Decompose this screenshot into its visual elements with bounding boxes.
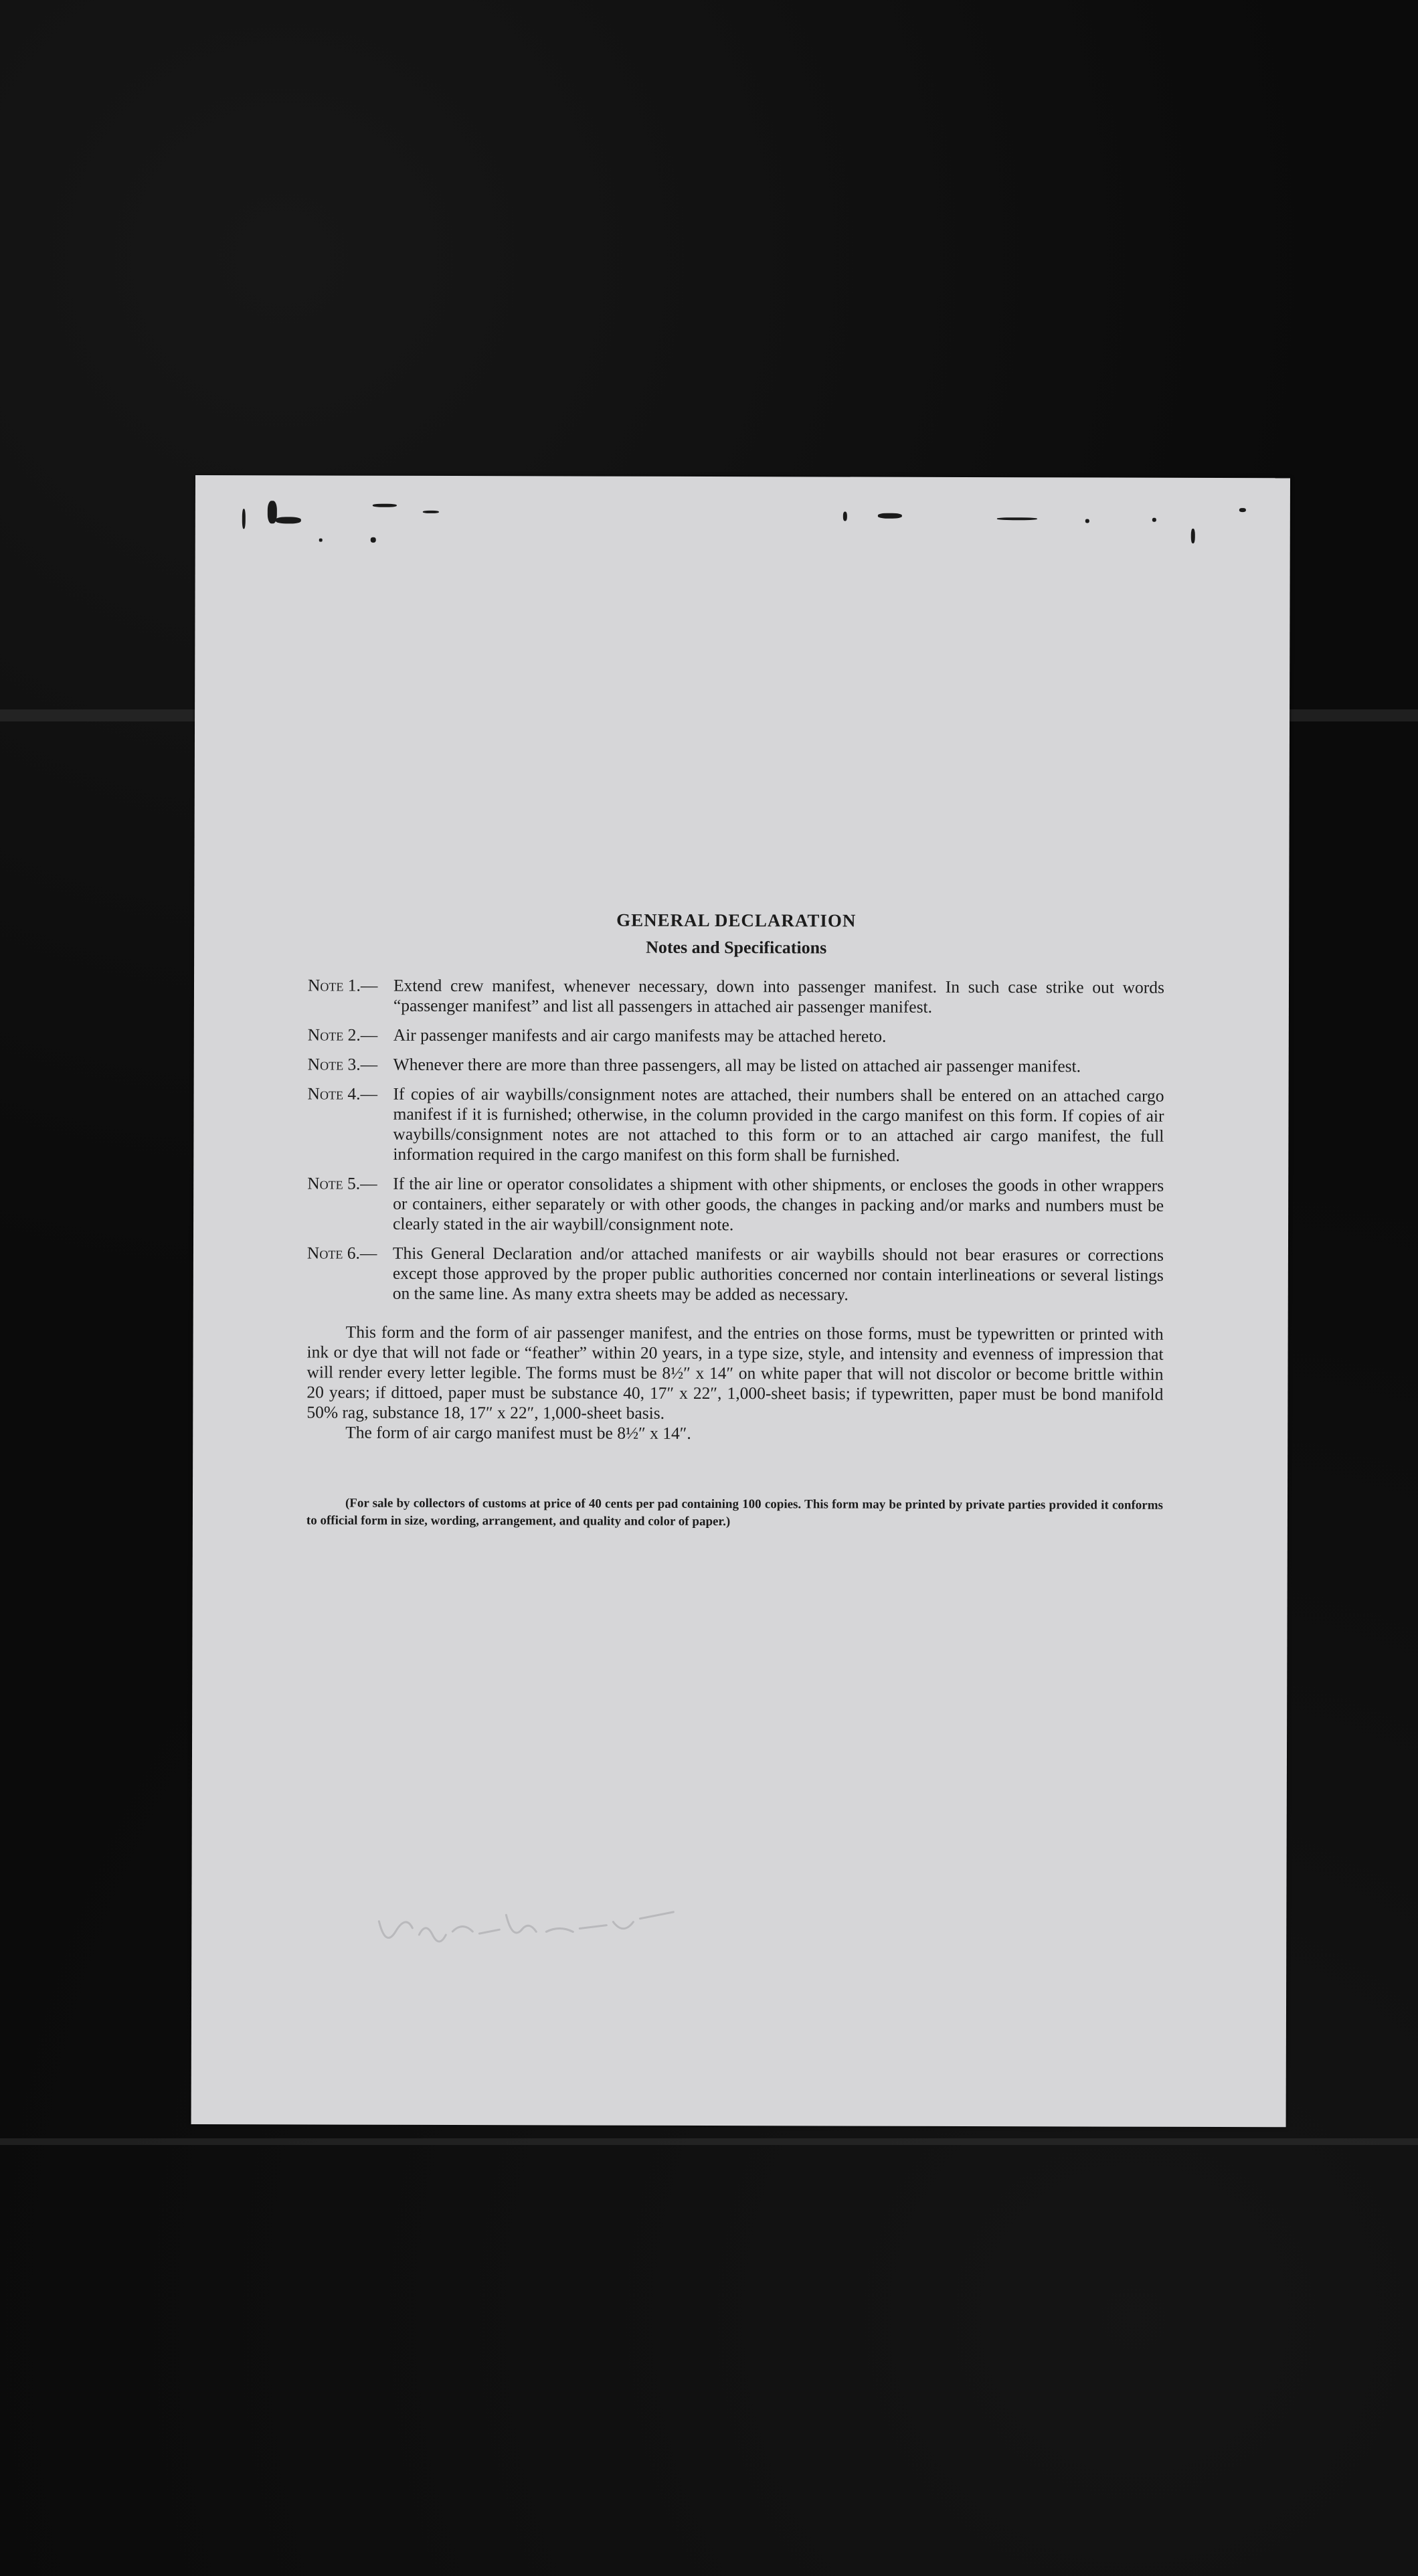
document-title: GENERAL DECLARATION [616,910,857,931]
form-specification-paragraph: This form and the form of air passenger manifest, and the entries on those forms, must be typewritten or printed with ink or dye that will not fade or “feather” within 20 years, in a type size, style, and intensity and evenness of impression that will render every letter legible. The forms must be 8½″ x 14″ on white paper that will not discolor or become brittle within 20 years; if dittoed, paper must be substance 40, 17″ x 22″, 1,000-sheet basis; if typewritten, paper must be bond manifold 50% rag, substance 18, 17″ x 22″, 1,000-sheet basis. [306,1322,1164,1423]
note-label: Note 3.— [307,1054,378,1074]
cargo-form-size-note: The form of air cargo manifest must be 8½″ x 14″. [345,1422,691,1443]
document-subtitle: Notes and Specifications [646,937,827,958]
note-2 [308,1025,1164,1047]
note-1 [308,975,1164,1017]
note-text: Extend crew manifest, whenever necessary, down into passenger manifest. In such case strike out words “passenger manifest” and list all passengers in attached air passenger manifest. [393,975,1165,1017]
faint-signature-image [372,1895,693,1956]
sale-notice: (For sale by collectors of customs at price of 40 cents per pad containing 100 copies. This form may be printed by private parties provided it conforms to official form in size, wording, arrangement, and quality and color of paper.) [306,1496,1164,1529]
note-text: If the air line or operator consolidates a shipment with other shipments, or encloses the goods in other wrappers or containers, either separately or with other goods, the changes in packing and/or marks and numbers must be clearly stated in the air waybill/consignment note. [393,1173,1164,1235]
note-text: If copies of air waybills/consignment notes are attached, their numbers shall be entered on an attached cargo manifest if it is furnished; otherwise, in the column provided in the cargo manifest on this form. If copies of air waybills/consignment notes are not attached to this form or to an attached air cargo manifest, the full information required in the cargo manifest on this form shall be furnished. [393,1084,1164,1165]
note-text: Air passenger manifests and air cargo manifests may be attached hereto. [393,1025,887,1046]
note-text: This General Declaration and/or attached manifests or air waybills should not bear erasures or corrections except those approved by the proper public authorities concerned nor contain interlineations or several listings on the same line. As many extra sheets may be added as necessary. [392,1243,1164,1304]
note-label: Note 2.— [307,1025,378,1045]
scan-artifact-line [0,2138,1418,2145]
note-label: Note 4.— [307,1084,378,1104]
declaration-content [306,907,1164,1531]
note-text: Whenever there are more than three passengers, all may be listed on attached air passenger manifest. [393,1054,1081,1076]
note-label: Note 1.— [307,975,378,995]
torn-edge-marks [195,475,1290,551]
note-label: Note 6.— [306,1243,377,1263]
document-page [191,475,1290,2127]
note-4 [307,1084,1164,1166]
note-5 [307,1173,1164,1235]
note-3 [308,1054,1164,1076]
note-label: Note 5.— [307,1173,377,1193]
note-6 [307,1243,1164,1305]
